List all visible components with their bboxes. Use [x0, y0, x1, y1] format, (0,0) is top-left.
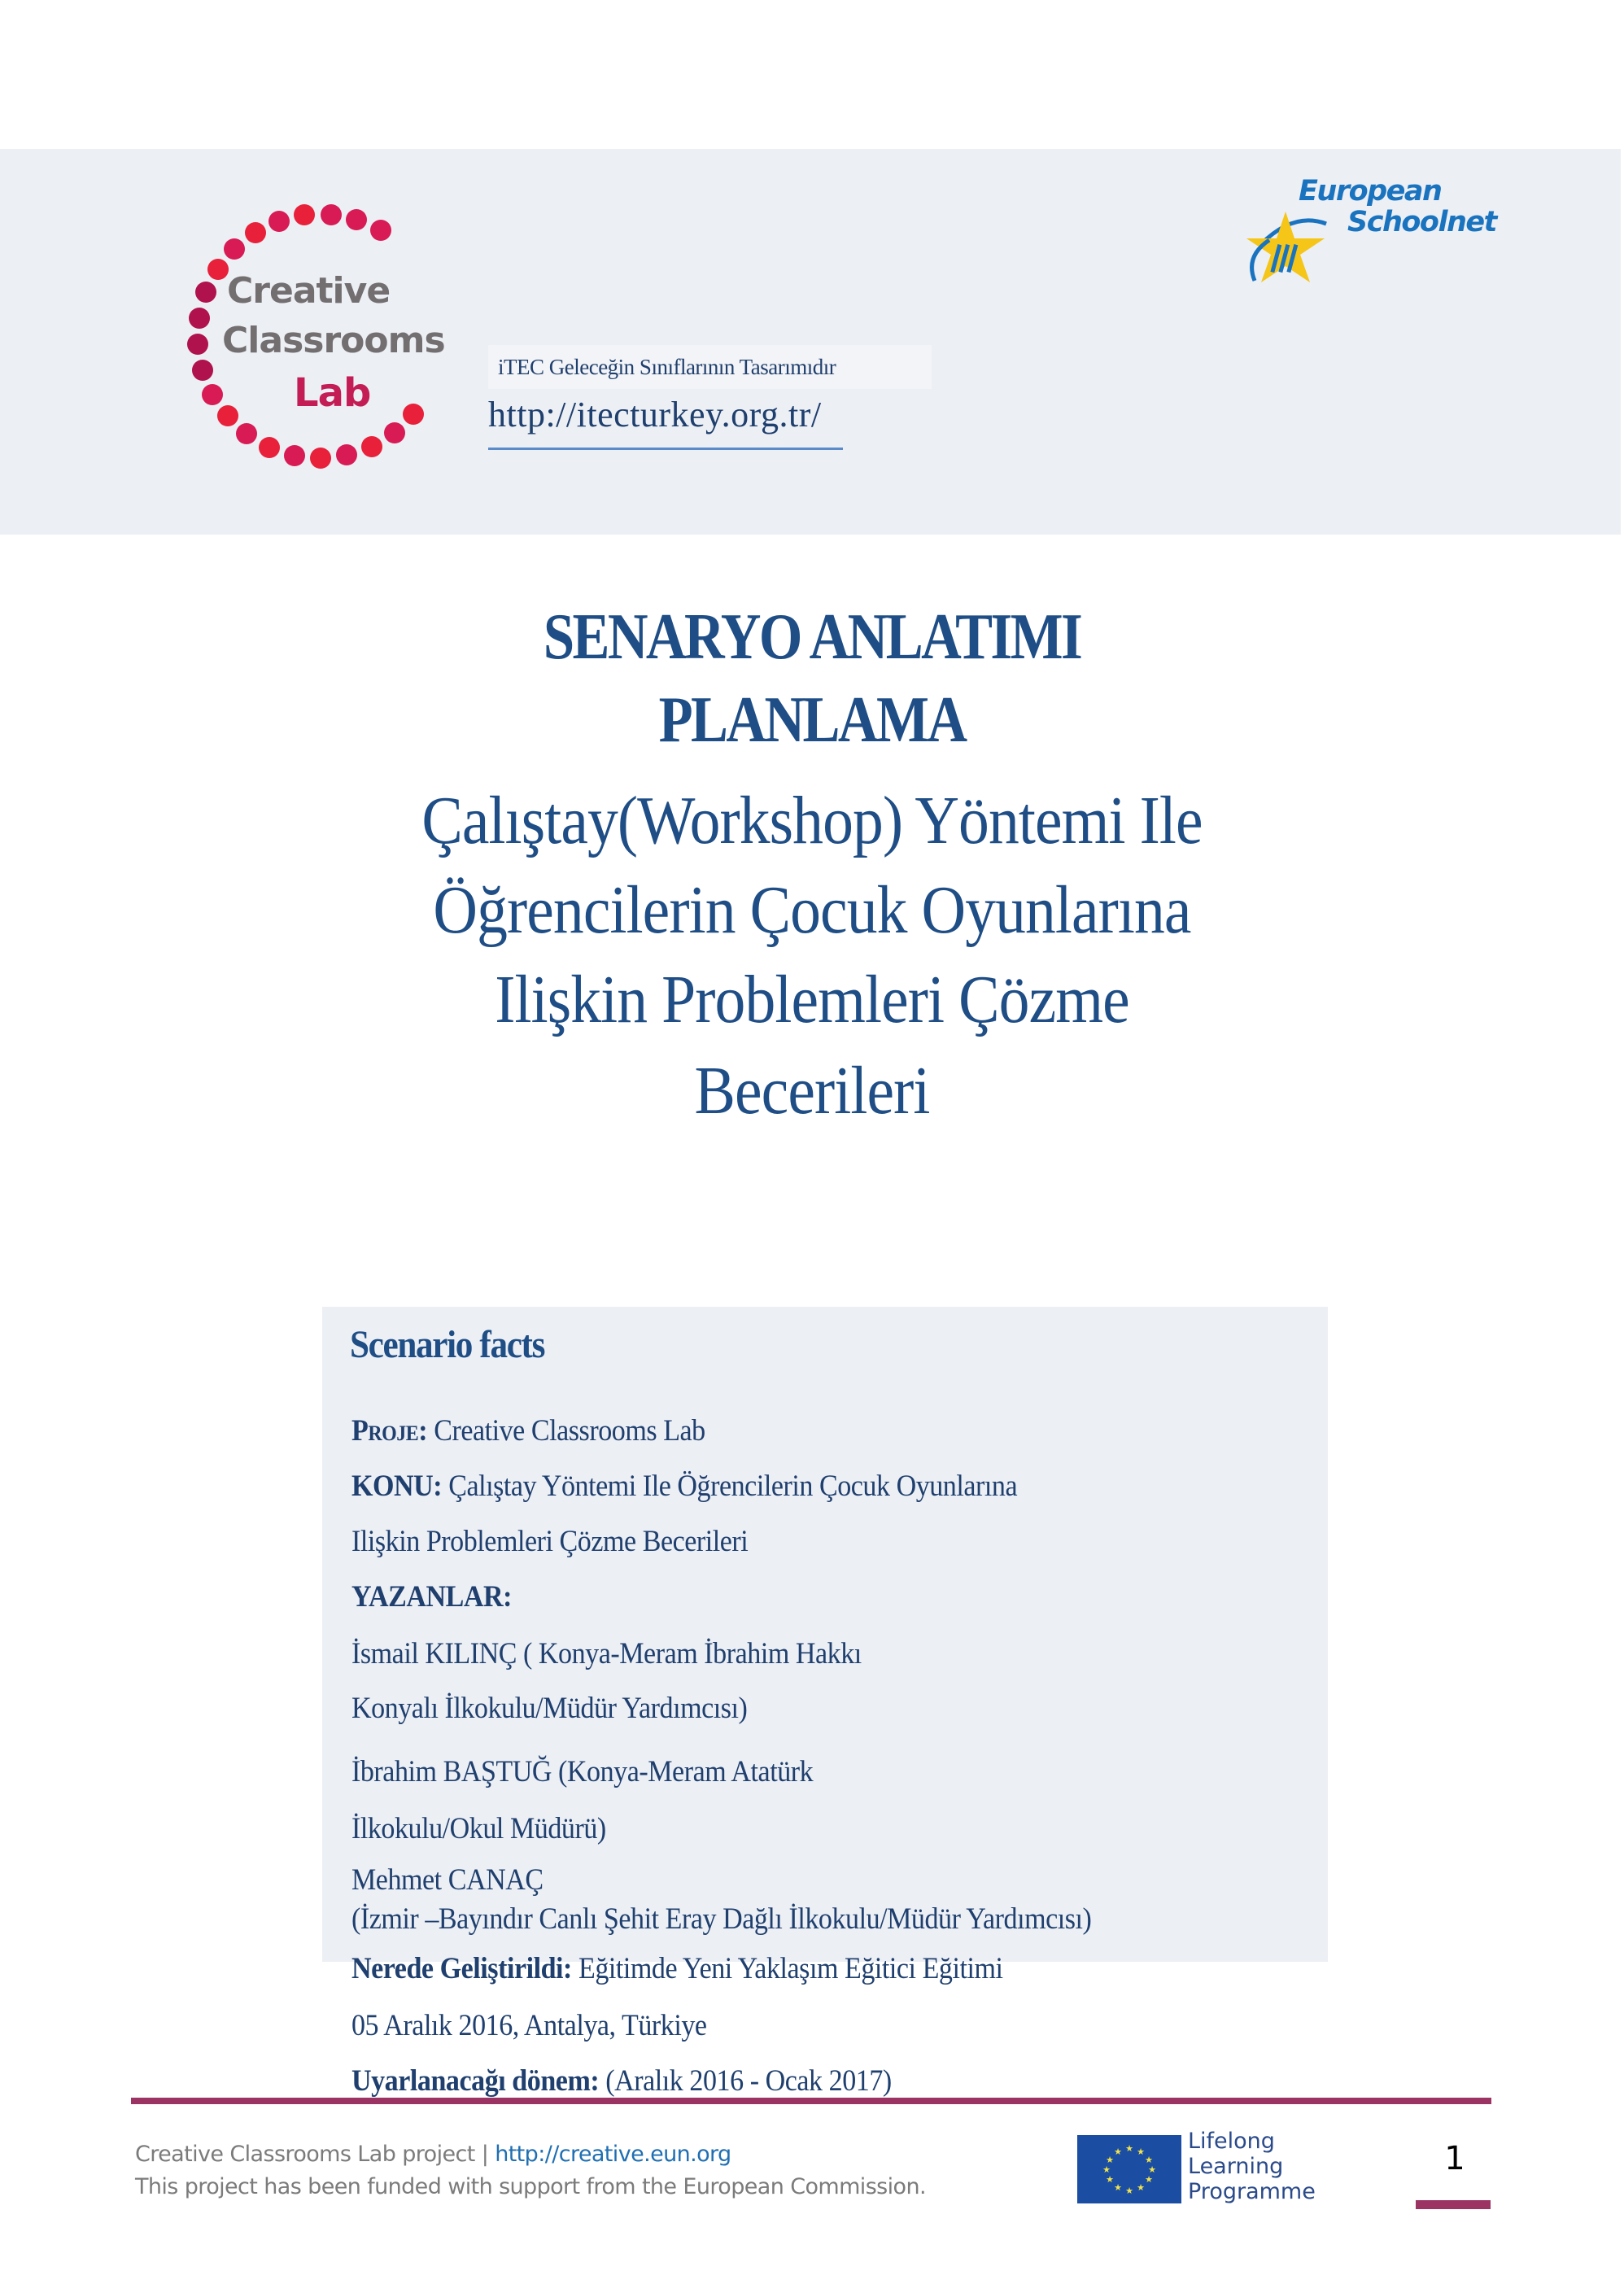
fact-konu-continued: Ilişkin Problemleri Çözme Becerileri — [351, 1525, 749, 1558]
svg-text:★: ★ — [1125, 2143, 1133, 2154]
svg-text:★: ★ — [1125, 2186, 1133, 2196]
footer-project-line — [135, 2142, 731, 2167]
svg-text:★: ★ — [1106, 2155, 1114, 2165]
document-subtitle-line-1: Çalıştay(Workshop) Yöntemi Ile — [421, 783, 1203, 858]
fact-label-donem: Uyarlanacağı dönem: — [351, 2064, 600, 2098]
fact-label-nerede: Nerede Geliştirildi: — [351, 1952, 572, 1985]
logo-word-creative: Creative — [227, 270, 391, 312]
document-title-line-1: SENARYO ANLATIMI — [543, 601, 1081, 673]
fact-value-konu: Çalıştay Yöntemi Ile Öğrencilerin Çocuk Oyunlarına — [442, 1470, 1018, 1503]
author-line: Konyalı İlkokulu/Müdür Yardımcısı) — [351, 1692, 748, 1725]
logo-dot — [207, 259, 229, 280]
logo-dot — [284, 445, 305, 466]
logo-dot — [321, 204, 342, 225]
lifelong-learning-programme-logo-text — [1188, 2129, 1316, 2204]
fact-yazanlar — [351, 1579, 512, 1614]
logo-dot — [202, 384, 223, 405]
logo-word-classrooms: Classrooms — [222, 320, 445, 361]
svg-text:★: ★ — [1137, 2146, 1145, 2157]
logo-dot — [259, 437, 280, 458]
fact-value-proje: Creative Classrooms Lab — [427, 1414, 705, 1448]
document-subtitle-line-3: Ilişkin Problemleri Çözme — [495, 962, 1129, 1037]
llp-line-3: Programme — [1188, 2179, 1316, 2204]
eu-stars-icon — [1077, 2135, 1181, 2203]
fact-date-place: 05 Aralık 2016, Antalya, Türkiye — [351, 2009, 707, 2042]
logo-dot — [187, 334, 208, 355]
logo-dot — [245, 222, 266, 243]
logo-dot — [403, 404, 424, 425]
page-number: 1 — [1444, 2140, 1465, 2177]
author-line: İbrahim BAŞTUĞ (Konya-Meram Atatürk — [351, 1755, 814, 1788]
logo-word-schoolnet: Schoolnet — [1347, 206, 1496, 238]
svg-text:★: ★ — [1102, 2164, 1111, 2175]
footer-project-text: Creative Classrooms Lab project | — [135, 2142, 495, 2167]
logo-dot — [224, 238, 245, 260]
logo-dot — [195, 282, 216, 303]
page-number-accent-bar — [1416, 2200, 1491, 2209]
eu-flag-icon — [1077, 2135, 1181, 2203]
document-title-line-2: PLANLAMA — [658, 684, 966, 756]
fact-label-yazanlar: YAZANLAR: — [351, 1580, 512, 1614]
footer-funding-text: This project has been funded with support from the European Commission. — [135, 2174, 926, 2199]
fact-nerede — [351, 1951, 1003, 1986]
logo-word-lab: Lab — [294, 370, 371, 416]
author-line: (İzmir –Bayındır Canlı Şehit Eray Dağlı İlkokulu/Müdür Yardımcısı) — [351, 1902, 1092, 1936]
footer-project-link[interactable]: http://creative.eun.org — [495, 2142, 731, 2167]
logo-dot — [384, 422, 405, 443]
author-line: İlkokulu/Okul Müdürü) — [351, 1812, 606, 1845]
document-subtitle-line-4: Becerileri — [694, 1053, 930, 1129]
svg-text:★: ★ — [1145, 2174, 1153, 2185]
fact-proje — [351, 1413, 705, 1448]
itec-url-link[interactable]: http://itecturkey.org.tr/ — [488, 395, 822, 435]
logo-dot — [192, 360, 213, 381]
fact-donem — [351, 2063, 892, 2098]
author-line: Mehmet CANAÇ — [351, 1863, 544, 1897]
logo-dot — [361, 436, 382, 457]
logo-dot — [217, 405, 238, 426]
svg-text:★: ★ — [1114, 2182, 1122, 2193]
logo-dot — [236, 423, 257, 444]
logo-dot — [294, 204, 315, 225]
svg-text:★: ★ — [1148, 2164, 1156, 2175]
fact-value-donem: (Aralık 2016 - Ocak 2017) — [599, 2064, 892, 2098]
logo-dot — [370, 220, 391, 241]
llp-line-1: Lifelong — [1188, 2129, 1275, 2154]
logo-dot — [310, 448, 331, 469]
logo-dot — [268, 211, 290, 232]
svg-text:★: ★ — [1106, 2174, 1114, 2185]
logo-dot — [189, 308, 210, 329]
fact-value-nerede: Eğitimde Yeni Yaklaşım Eğitici Eğitimi — [571, 1952, 1003, 1985]
logo-word-european: European — [1299, 175, 1442, 207]
svg-text:★: ★ — [1114, 2146, 1122, 2157]
author-line: İsmail KILINÇ ( Konya-Meram İbrahim Hakkı — [351, 1637, 862, 1670]
scenario-facts-heading: Scenario facts — [350, 1323, 545, 1366]
logo-dot — [346, 209, 367, 230]
european-schoolnet-logo — [1245, 175, 1496, 289]
svg-text:★: ★ — [1145, 2155, 1153, 2165]
llp-line-2: Learning — [1188, 2154, 1284, 2179]
fact-konu — [351, 1469, 1017, 1504]
url-underline — [488, 448, 843, 450]
star-icon — [1245, 207, 1334, 289]
creative-classrooms-lab-logo — [198, 202, 445, 470]
svg-text:★: ★ — [1137, 2182, 1145, 2193]
fact-label-proje: Proje: — [351, 1414, 428, 1448]
fact-label-konu: KONU: — [351, 1470, 443, 1503]
document-subtitle-line-2: Öğrencilerin Çocuk Oyunlarına — [433, 872, 1191, 948]
footer-divider — [131, 2098, 1491, 2104]
logo-dot — [336, 444, 357, 465]
itec-tagline: iTEC Geleceğin Sınıflarının Tasarımıdır — [488, 345, 932, 389]
